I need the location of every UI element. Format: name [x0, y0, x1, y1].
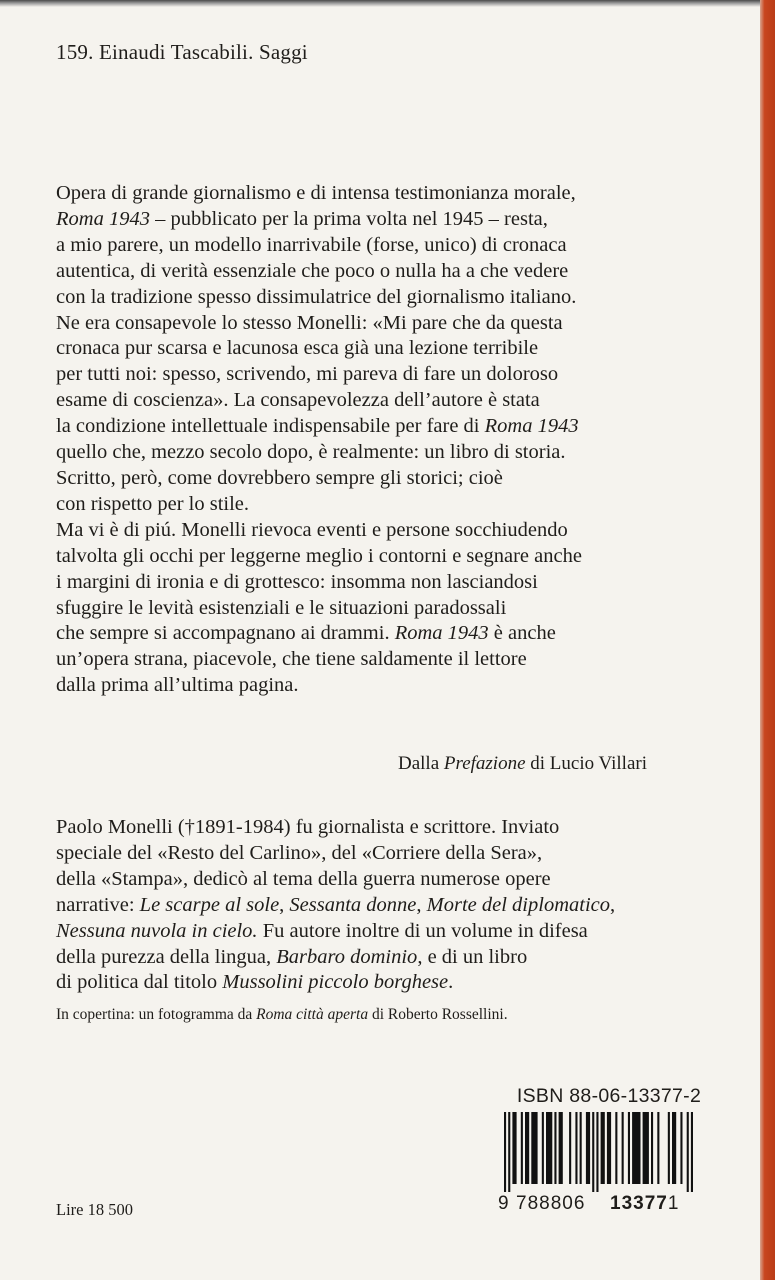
- italic-text: Roma 1943: [484, 415, 579, 438]
- barcode-bar: [657, 1112, 659, 1184]
- text-line: [56, 893, 716, 919]
- text-segment: In copertina: un fotogramma da: [56, 1006, 257, 1023]
- preface-credit: [398, 753, 647, 775]
- text-line: [56, 621, 716, 647]
- text-segment: è anche: [488, 622, 556, 645]
- text-segment: per tutti noi: spesso, scrivendo, mi pareva di fare un doloroso: [56, 363, 559, 386]
- text-line: [56, 492, 716, 518]
- series-header: 159. Einaudi Tascabili. Saggi: [56, 40, 308, 64]
- text-segment: Scritto, però, come dovrebbero sempre gli storici; cioè: [56, 466, 503, 489]
- text-segment: dalla prima all’ultima pagina.: [56, 674, 299, 697]
- text-line: [56, 596, 716, 622]
- text-segment: talvolta gli occhi per leggerne meglio i contorni e segnare anche: [56, 544, 582, 567]
- ean-digits: [498, 1192, 720, 1216]
- ean-check-digit: 1: [667, 1193, 680, 1214]
- text-segment: della purezza della lingua,: [56, 945, 277, 968]
- barcode-bar: [554, 1112, 556, 1184]
- cover-credit: [56, 1006, 508, 1024]
- barcode: [498, 1112, 720, 1192]
- barcode-bar: [672, 1112, 676, 1184]
- text-segment: con rispetto per lo stile.: [56, 492, 249, 515]
- text-segment: speciale del «Resto del Carlino», del «Corriere della Sera»,: [56, 841, 543, 864]
- barcode-bar: [607, 1112, 611, 1184]
- text-line: [56, 841, 716, 867]
- italic-text: Nessuna nuvola in cielo.: [56, 919, 258, 942]
- text-segment: di Roberto Rossellini.: [368, 1006, 508, 1023]
- text-line: [56, 336, 716, 362]
- text-line: [56, 207, 716, 233]
- barcode-bar: [542, 1112, 544, 1184]
- text-segment: .: [448, 971, 454, 994]
- spine-edge: [760, 0, 775, 1280]
- text-segment: autentica, di verità essenziale che poco o nulla ha a che vedere: [56, 259, 569, 282]
- text-line: [56, 867, 716, 893]
- text-line: [56, 233, 716, 259]
- text-line: [56, 970, 716, 996]
- barcode-bar: [575, 1112, 577, 1184]
- italic-text: Prefazione: [443, 753, 526, 774]
- text-segment: un’opera strana, piacevole, che tiene saldamente il lettore: [56, 648, 527, 671]
- text-line: [56, 388, 716, 414]
- italic-text: Roma città aperta: [256, 1006, 369, 1023]
- barcode-bar: [622, 1112, 624, 1184]
- text-segment: con la tradizione spesso dissimulatrice del giornalismo italiano.: [56, 285, 577, 308]
- text-line: [56, 311, 716, 337]
- barcode-bar: [546, 1112, 552, 1184]
- ean-right-group: [610, 1192, 679, 1216]
- barcode-bar: [559, 1112, 563, 1184]
- text-segment: – pubblicato per la prima volta nel 1945 – resta,: [149, 207, 548, 230]
- author-bio: [56, 815, 716, 996]
- isbn-barcode-block: [498, 1082, 720, 1216]
- barcode-bar: [586, 1112, 590, 1184]
- text-segment: ,: [416, 893, 427, 916]
- text-line: [56, 259, 716, 285]
- text-line: [56, 414, 716, 440]
- text-segment: narrative:: [56, 893, 140, 916]
- text-line: [56, 647, 716, 673]
- text-segment: della «Stampa», dedicò al tema della guerra numerose opere: [56, 867, 551, 890]
- italic-text: Sessanta donne: [289, 893, 417, 916]
- blurb-text: [56, 181, 716, 699]
- text-line: [56, 570, 716, 596]
- text-line: [56, 673, 716, 699]
- barcode-bar: [521, 1112, 523, 1184]
- barcode-bar: [632, 1112, 640, 1184]
- text-line: [56, 181, 716, 207]
- barcode-bar: [643, 1112, 649, 1184]
- italic-text: Le scarpe al sole: [139, 893, 280, 916]
- text-segment: Fu autore inoltre di un volume in difesa: [257, 919, 588, 942]
- barcode-bar: [680, 1112, 682, 1184]
- barcode-bar: [508, 1112, 510, 1192]
- barcode-bar: [504, 1112, 506, 1192]
- text-segment: ,: [610, 893, 616, 916]
- text-line: [56, 518, 716, 544]
- barcode-bar: [531, 1112, 537, 1184]
- text-line: [56, 815, 716, 841]
- barcode-bar: [668, 1112, 670, 1184]
- barcode-bar: [580, 1112, 582, 1184]
- barcode-bar: [512, 1112, 516, 1184]
- barcode-bar: [615, 1112, 617, 1184]
- text-segment: Ne era consapevole lo stesso Monelli: «Mi pare che da questa: [56, 311, 563, 334]
- text-line: [56, 285, 716, 311]
- text-line: [56, 440, 716, 466]
- text-segment: di Lucio Villari: [525, 753, 647, 774]
- top-edge-shadow: [0, 0, 775, 7]
- text-segment: Dalla: [398, 753, 444, 774]
- italic-text: Roma 1943: [56, 207, 150, 230]
- text-line: [56, 466, 716, 492]
- text-segment: Ma vi è di piú. Monelli rievoca eventi e persone socchiudendo: [56, 518, 568, 541]
- text-segment: , e di un libro: [417, 945, 528, 968]
- barcode-bar: [687, 1112, 689, 1192]
- ean-first-digit: 9: [498, 1193, 509, 1214]
- barcode-bar: [601, 1112, 605, 1184]
- text-segment: quello che, mezzo secolo dopo, è realmente: un libro di storia.: [56, 441, 566, 464]
- italic-text: Roma 1943: [394, 622, 489, 645]
- text-line: [56, 919, 716, 945]
- barcode-bar: [596, 1112, 598, 1192]
- text-segment: Paolo Monelli (†1891-1984) fu giornalista e scrittore. Inviato: [56, 816, 560, 838]
- text-segment: cronaca pur scarsa e lacunosa esca già una lezione terribile: [56, 337, 539, 360]
- text-segment: sfuggire le levità esistenziali e le situazioni paradossali: [56, 596, 507, 619]
- ean-left-group: 788806: [516, 1193, 586, 1214]
- text-segment: la condizione intellettuale indispensabile per fare di: [56, 415, 485, 438]
- barcode-bar: [569, 1112, 571, 1184]
- text-segment: i margini di ironia e di grottesco: insomma non lasciandosi: [56, 570, 538, 593]
- text-segment: che sempre si accompagnano ai drammi.: [56, 622, 395, 645]
- text-segment: Opera di grande giornalismo e di intensa testimonianza morale,: [56, 182, 576, 204]
- barcode-bar: [651, 1112, 653, 1184]
- italic-text: Mussolini piccolo borghese: [222, 971, 449, 994]
- barcode-bar: [525, 1112, 529, 1184]
- italic-text: Barbaro dominio: [276, 945, 418, 968]
- ean-right-main: 13377: [610, 1193, 668, 1214]
- text-line: [56, 362, 716, 388]
- barcode-bar: [691, 1112, 693, 1192]
- isbn-label: ISBN 88-06-13377-2: [516, 1085, 702, 1107]
- text-line: [56, 544, 716, 570]
- text-segment: ,: [279, 893, 290, 916]
- text-segment: esame di coscienza». La consapevolezza dell’autore è stata: [56, 389, 540, 412]
- text-segment: a mio parere, un modello inarrivabile (forse, unico) di cronaca: [56, 233, 567, 256]
- barcode-bar: [628, 1112, 630, 1184]
- text-line: [56, 945, 716, 971]
- italic-text: Morte del diplomatico: [426, 893, 610, 916]
- text-segment: di politica dal titolo: [56, 971, 223, 994]
- price-label: Lire 18 500: [56, 1200, 133, 1219]
- barcode-bar: [592, 1112, 594, 1192]
